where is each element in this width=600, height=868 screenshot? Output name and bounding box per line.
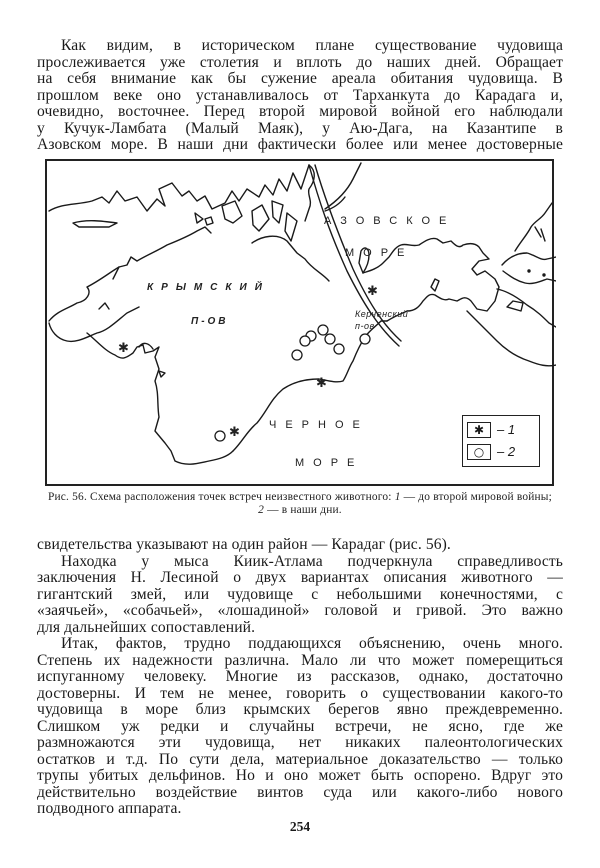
black-sea-label: МОРЕ — [295, 457, 364, 469]
text-line: Как видим, в историческом плане существование чудовища — [61, 37, 563, 54]
text-line: испуганному человеку. Многие из рассказов, однако, достаточно — [37, 668, 563, 685]
text-line: остатков и т.д. По сути дела, материальное доказательство — только — [37, 750, 563, 768]
text-line: трупы убитых дельфинов. Но и оно может быть оспорено. Вдруг это — [37, 767, 563, 784]
legend-item-pre-war — [467, 422, 537, 440]
crimea-label: КРЫМСКИЙ — [147, 282, 270, 293]
black-sea-label: ЧЕРНОЕ — [269, 419, 369, 431]
sighting-asterisk-icon: ✱ — [316, 375, 327, 390]
azov-sea-label: АЗОВСКОЕ — [324, 215, 456, 227]
kerch-peninsula-label: п-ов — [355, 321, 375, 331]
page-number: 254 — [289, 819, 311, 834]
asterisk-icon: ✱ — [467, 422, 491, 438]
legend-label: – 2 — [497, 444, 516, 459]
crimea-label: П-ОВ — [191, 316, 229, 327]
crimea-map-figure — [45, 159, 554, 486]
text-line: размножаются эти чудовища, нет никаких палеонтологических — [37, 734, 563, 751]
text-line: на себя внимание как бы сужение ареала обитания чудовища. В — [37, 70, 563, 87]
text-line: Азовском море. В наши дни фактически более или менее достоверные — [37, 136, 563, 153]
sighting-asterisk-icon: ✱ — [367, 283, 378, 298]
bottom-paragraphs — [37, 537, 563, 818]
text-line: Степень их надежности различна. Мало ли что может померещиться — [37, 651, 563, 669]
caption-num: 1 — [394, 491, 401, 503]
caption-prefix: Рис. 56. — [47, 491, 87, 503]
text-line: прошлом веке оно устанавливалось от Тарханкута до Карадага и, — [37, 86, 563, 104]
caption-text: Схема расположения точек встреч неизвестного животного: — [87, 491, 395, 503]
text-line: Слишком уж редки и случайны встречи, не ясно, где же — [37, 717, 563, 735]
sighting-asterisk-icon: ✱ — [229, 424, 240, 439]
text-line: гигантский змей, или чудовище с небольшими конечностями, с — [37, 585, 563, 603]
legend-label: – 1 — [497, 422, 516, 437]
caption-text: — до второй мировой войны; — [400, 491, 553, 503]
text-line: у Кучук-Ламбата (Малый Маяк), у Аю-Дага, на Казантипе в — [37, 119, 563, 137]
text-line: подводного аппарата. — [37, 800, 182, 817]
text-line: прослеживается уже столетия и вплоть до наших дней. Обращает — [37, 53, 563, 71]
text-line: действительно воздействие винтов суда или какого-либо нового — [37, 783, 563, 801]
caption-text: — в наши дни. — [264, 503, 342, 516]
text-line: очевидно, восточнее. Перед второй мировой войной его наблюдали — [37, 103, 563, 120]
top-paragraph — [37, 38, 563, 154]
text-line: заключения Н. Лесиной о двух вариантах описания животного — — [37, 569, 563, 586]
legend-item-present — [467, 444, 537, 462]
sighting-asterisk-icon: ✱ — [118, 340, 129, 355]
text-line: Находка у мыса Киик-Атлама подчеркнула справедливость — [61, 552, 563, 570]
circle-icon: ○ — [467, 444, 491, 460]
kerch-peninsula-label: Керченский — [355, 309, 409, 319]
caption-num: 2 — [258, 503, 265, 516]
azov-sea-label: МОРЕ — [345, 247, 414, 259]
text-line: достоверны. И тем не менее, говорить о существовании какого-то — [37, 684, 563, 702]
map-legend — [462, 415, 540, 467]
text-line: свидетельства указывают на один район — Карадаг (рис. 56). — [37, 536, 451, 553]
text-line: «заячьей», «собачьей», «лошадиной» головой и гривой. Это важно — [37, 602, 563, 619]
figure-caption — [46, 491, 554, 516]
text-line: чудовища в море близ крымских берегов явно преждевременно. — [37, 701, 563, 718]
text-line: для дальнейших сопоставлений. — [37, 618, 256, 636]
text-line: Итак, фактов, трудно поддающихся объяснению, очень много. — [61, 635, 563, 652]
